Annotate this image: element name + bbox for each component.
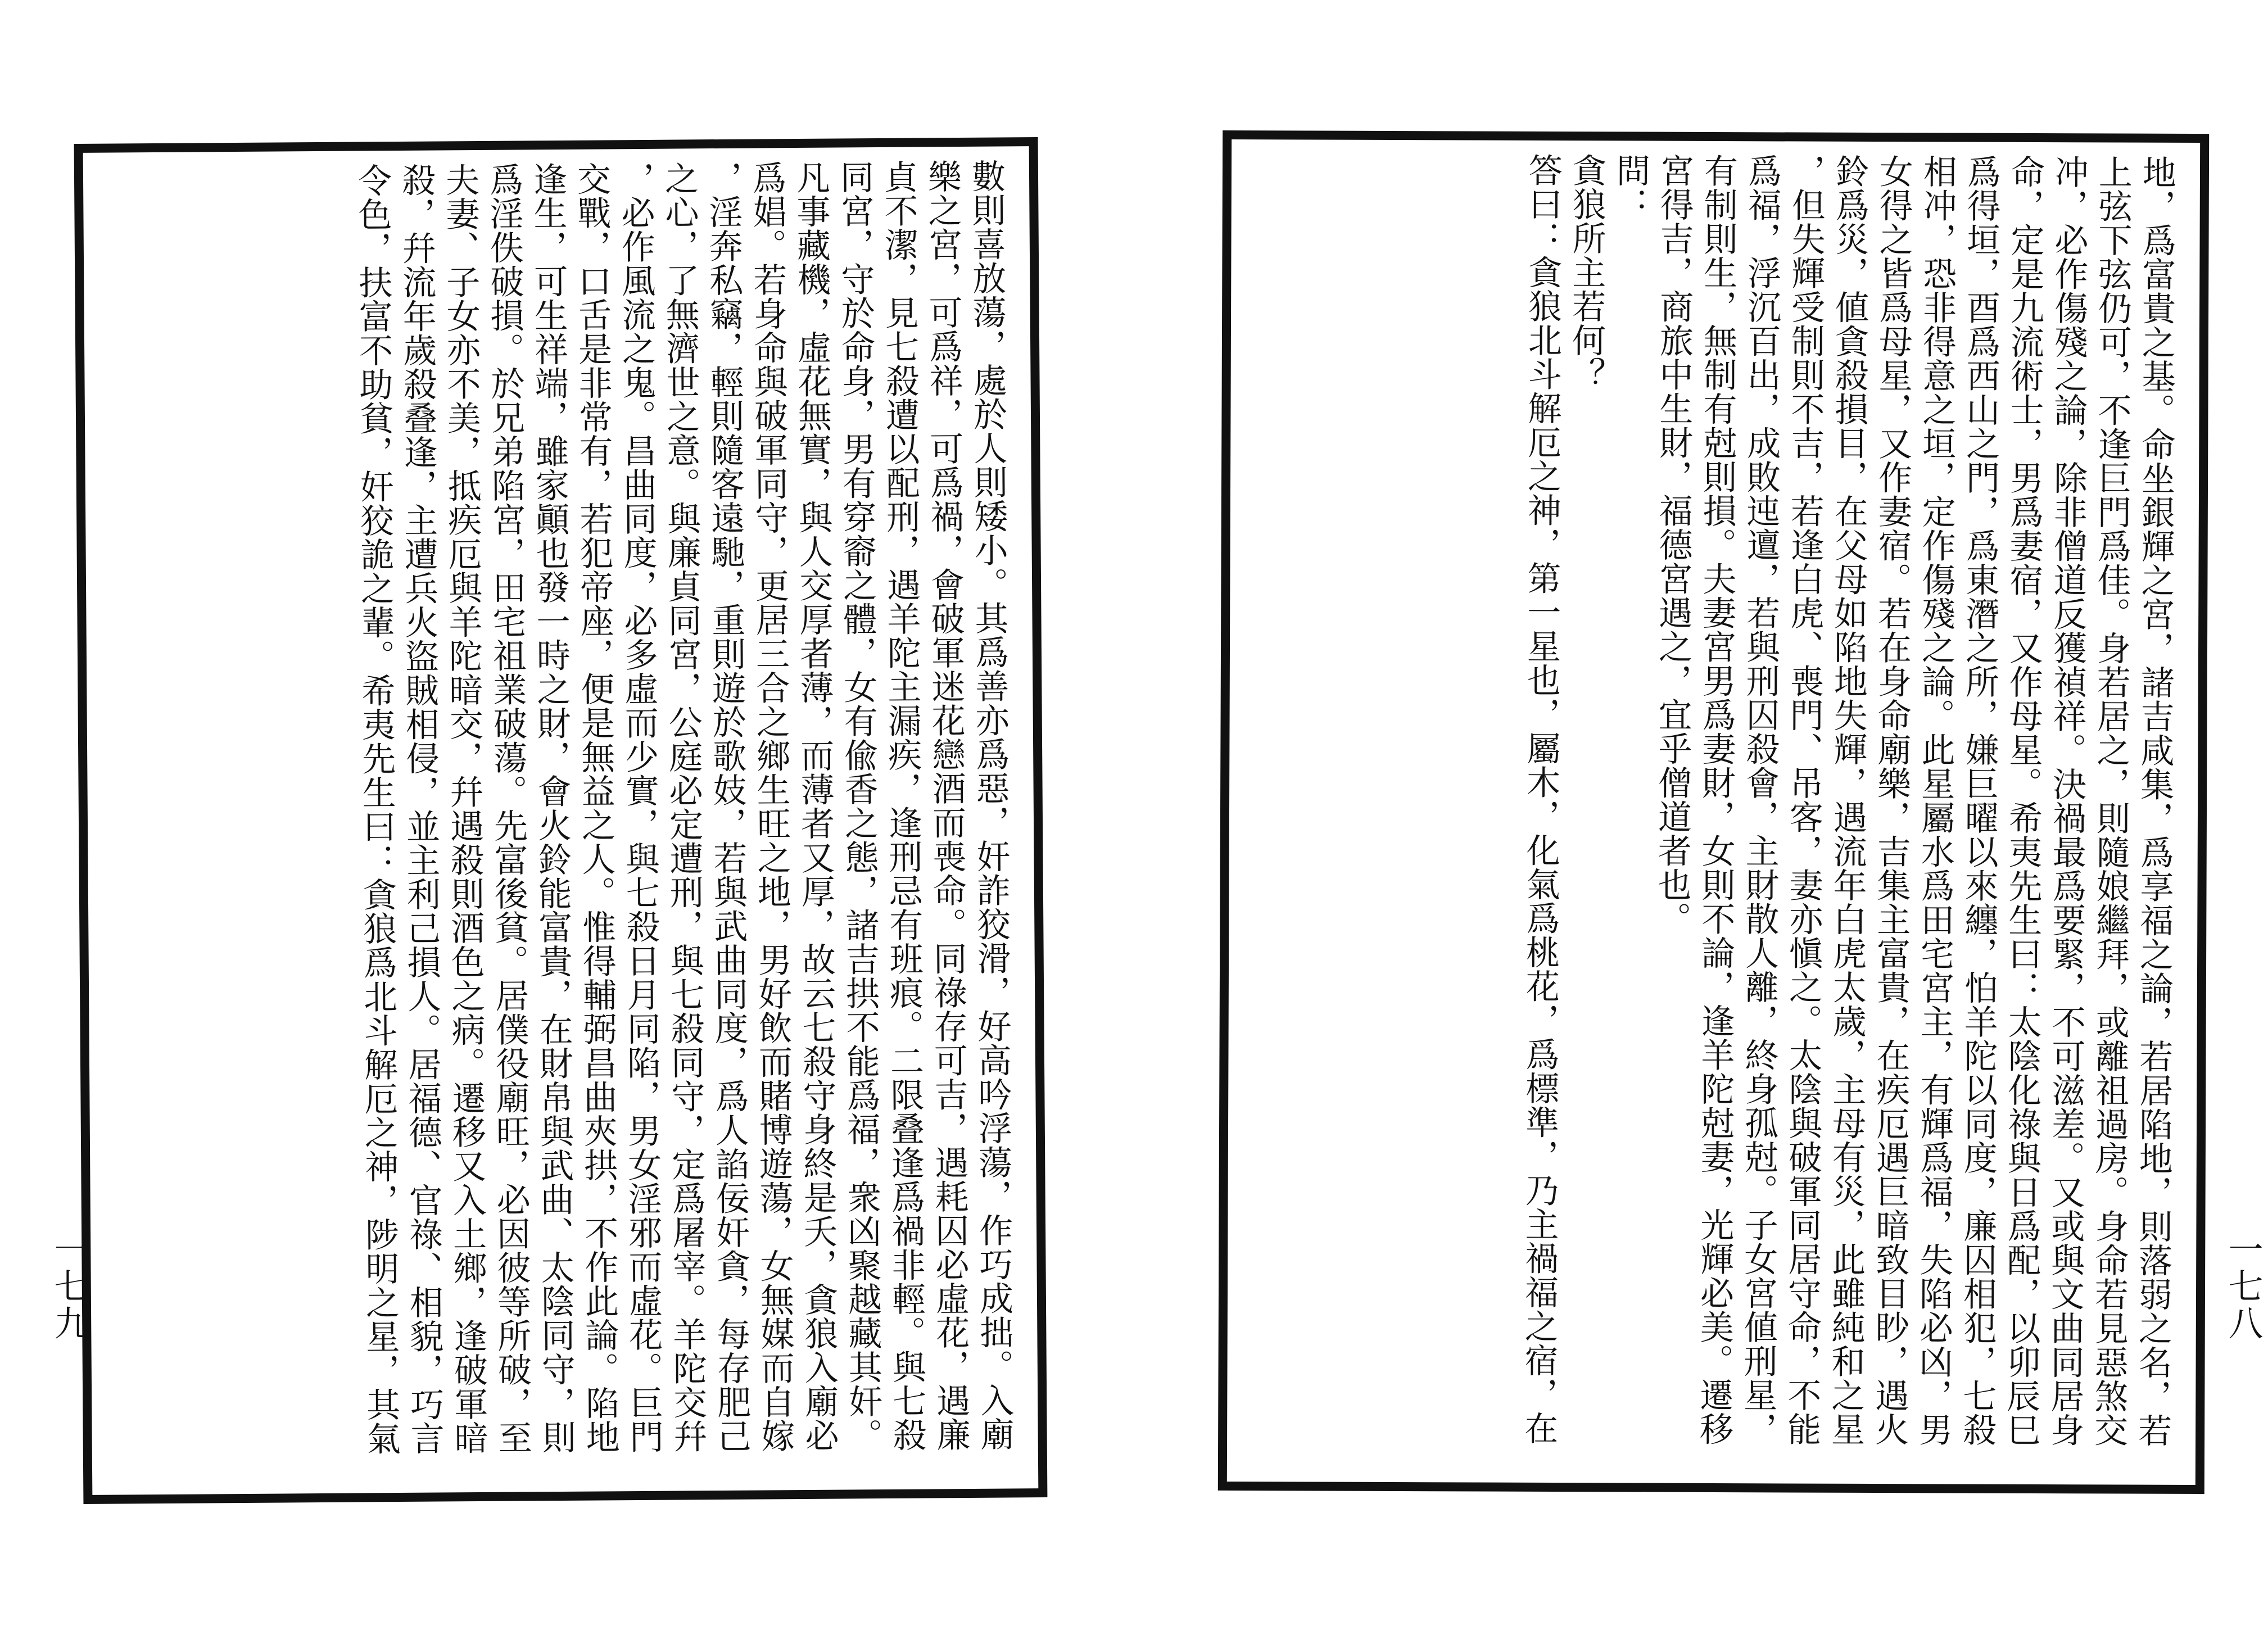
text-column: 爲娼。若身命與破軍同守，更居三合之鄉生旺之地，男好飲而賭博遊蕩，女無媒而自嫁 (746, 160, 795, 1453)
text-column: 殺，幷流年歲殺叠逢，主遭兵火盜賊相侵，並主利己損人。居福德、官祿、相貌，巧言 (396, 162, 445, 1455)
left-page-text (105, 158, 1017, 1482)
text-column: 之心，了無濟世之意。與廉貞同宮，公庭必定遭刑，與七殺同守，定爲屠宰。羊陀交幷 (659, 161, 708, 1453)
text-column: 交戰，口舌是非常有，若犯帝座，便是無益之人。惟得輔弼昌曲夾拱，不作此論。陷地 (571, 161, 620, 1454)
text-column: ，淫奔私竊，輕則隨客遠馳，重則遊於歌妓，若與武曲同度，爲人諂佞奸貪，每存肥己 (703, 160, 752, 1453)
text-column: 地，爲富貴之基。命坐銀輝之宮，諸吉咸集，爲享福之論，若居陷地，則落弱之名，若 (2133, 155, 2177, 1447)
text-column: 樂之宮，可爲祥，可爲禍，會破軍迷花戀酒而喪命。同祿存可吉，遇耗囚必虛花，遇廉 (922, 158, 971, 1452)
text-column: 貞不潔，見七殺遭以配刑，遇羊陀主漏疾，逢刑忌有班痕。二限叠逢爲禍非輕。與七殺 (878, 159, 927, 1452)
question-text: 貪狼所主若何？ (1566, 153, 1607, 391)
text-column: ，但失輝受制則不吉，若逢白虎、喪門、吊客，妻亦愼之。太陰與破軍同居守命，不能 (1782, 153, 1826, 1446)
text-column: 有制則生，無制有尅則損。夫妻宮男爲妻財，女則不論，逢羊陀尅妻，光輝必美。遷移 (1694, 153, 1739, 1446)
left-page (0, 0, 1128, 1635)
text-column: ，必作風流之鬼。昌曲同度，必多虛而少實，與七殺日月同陷，男女淫邪而虛花。巨門 (615, 161, 664, 1454)
text-column: 命，定是九流術士，男爲妻宿，又作母星。希夷先生曰：太陰化祿與日爲配，以卯辰巳 (2001, 154, 2045, 1447)
text-column: 夫妻、子女亦不美，抵疾厄與羊陀暗交，幷遇殺則酒色之病。遷移又入土鄉，逢破軍暗 (440, 162, 488, 1455)
text-column: 同宮，守於命身，男有穿窬之體，女有偸香之態，諸吉拱不能爲福，衆凶聚越藏其奸。 (834, 160, 883, 1452)
text-column: 冲，必作傷殘之論，除非僧道反獲禎祥。決禍最爲要緊，不可滋差。又或與文曲同居身 (2045, 155, 2089, 1447)
answer-text: 答曰：貪狼北斗解厄之神，第一星也，屬木，化氣爲桃花，爲標準，乃主禍福之宿，在 (1519, 152, 1563, 1446)
text-column: 數則喜放蕩，處於人則矮小。其爲善亦爲惡，奸詐狡滑，好高吟浮蕩，作巧成拙。入廟 (966, 158, 1015, 1451)
text-column: 相冲，恐非得意之垣，定作傷殘之論。此星屬水爲田宅宮主，有輝爲福，失陷必凶，男 (1913, 154, 1958, 1447)
text-column: 宮得吉，商旅中生財，福德宮遇之，宜乎僧道者也。 (1652, 153, 1695, 936)
question-label: 問： (1610, 153, 1651, 221)
right-page-frame (1218, 130, 2209, 1494)
left-page-frame (74, 137, 1048, 1504)
text-column: 女得之皆爲母星，又作妻宿。若在身命廟樂，吉集主富貴，在疾厄遇巨暗致目眇，遇火 (1869, 153, 1914, 1447)
text-column: 爲淫佚破損。於兄弟陷宮，田宅祖業破蕩。先富後貧。居僕役廟旺，必因彼等所破，至 (483, 162, 532, 1455)
right-page-text (1248, 152, 2179, 1473)
text-column: 令色，扶富不助貧，奸狡詭之輩。希夷先生曰：貪狼爲北斗解厄之神，陟明之星，其氣 (352, 163, 401, 1456)
page-number: 一七八 (2222, 1231, 2264, 1342)
text-column: 鈴爲災，値貪殺損目，在父母如陷地失輝，遇流年白虎太歲，主母有災，此雖純和之星 (1826, 153, 1870, 1446)
text-column: 逢生，可生祥端，雖家顚也發一時之財，會火鈴能富貴，在財帛與武曲、太陰同守，則 (527, 161, 576, 1455)
right-page (1128, 0, 2264, 1635)
text-column: 凡事藏機，虛花無實，與人交厚者薄，而薄者又厚，故云七殺守身終是夭，貪狼入廟必 (790, 160, 839, 1453)
page-number: 一七九 (48, 1231, 89, 1342)
text-column: 上弦下弦仍可，不逢巨門爲佳。身若居之，則隨娘繼拜，或離祖過房。身命若見惡煞交 (2089, 155, 2133, 1447)
text-column: 爲得垣，酉爲西山之門，爲東潛之所，嫌巨曜以來纏，怕羊陀以同度，廉囚相犯，七殺 (1957, 154, 2002, 1447)
text-column: 爲福，浮沉百出，成敗迍邅，若與刑囚殺會，主財散人離，終身孤尅。子女宮値刑星， (1738, 153, 1782, 1446)
